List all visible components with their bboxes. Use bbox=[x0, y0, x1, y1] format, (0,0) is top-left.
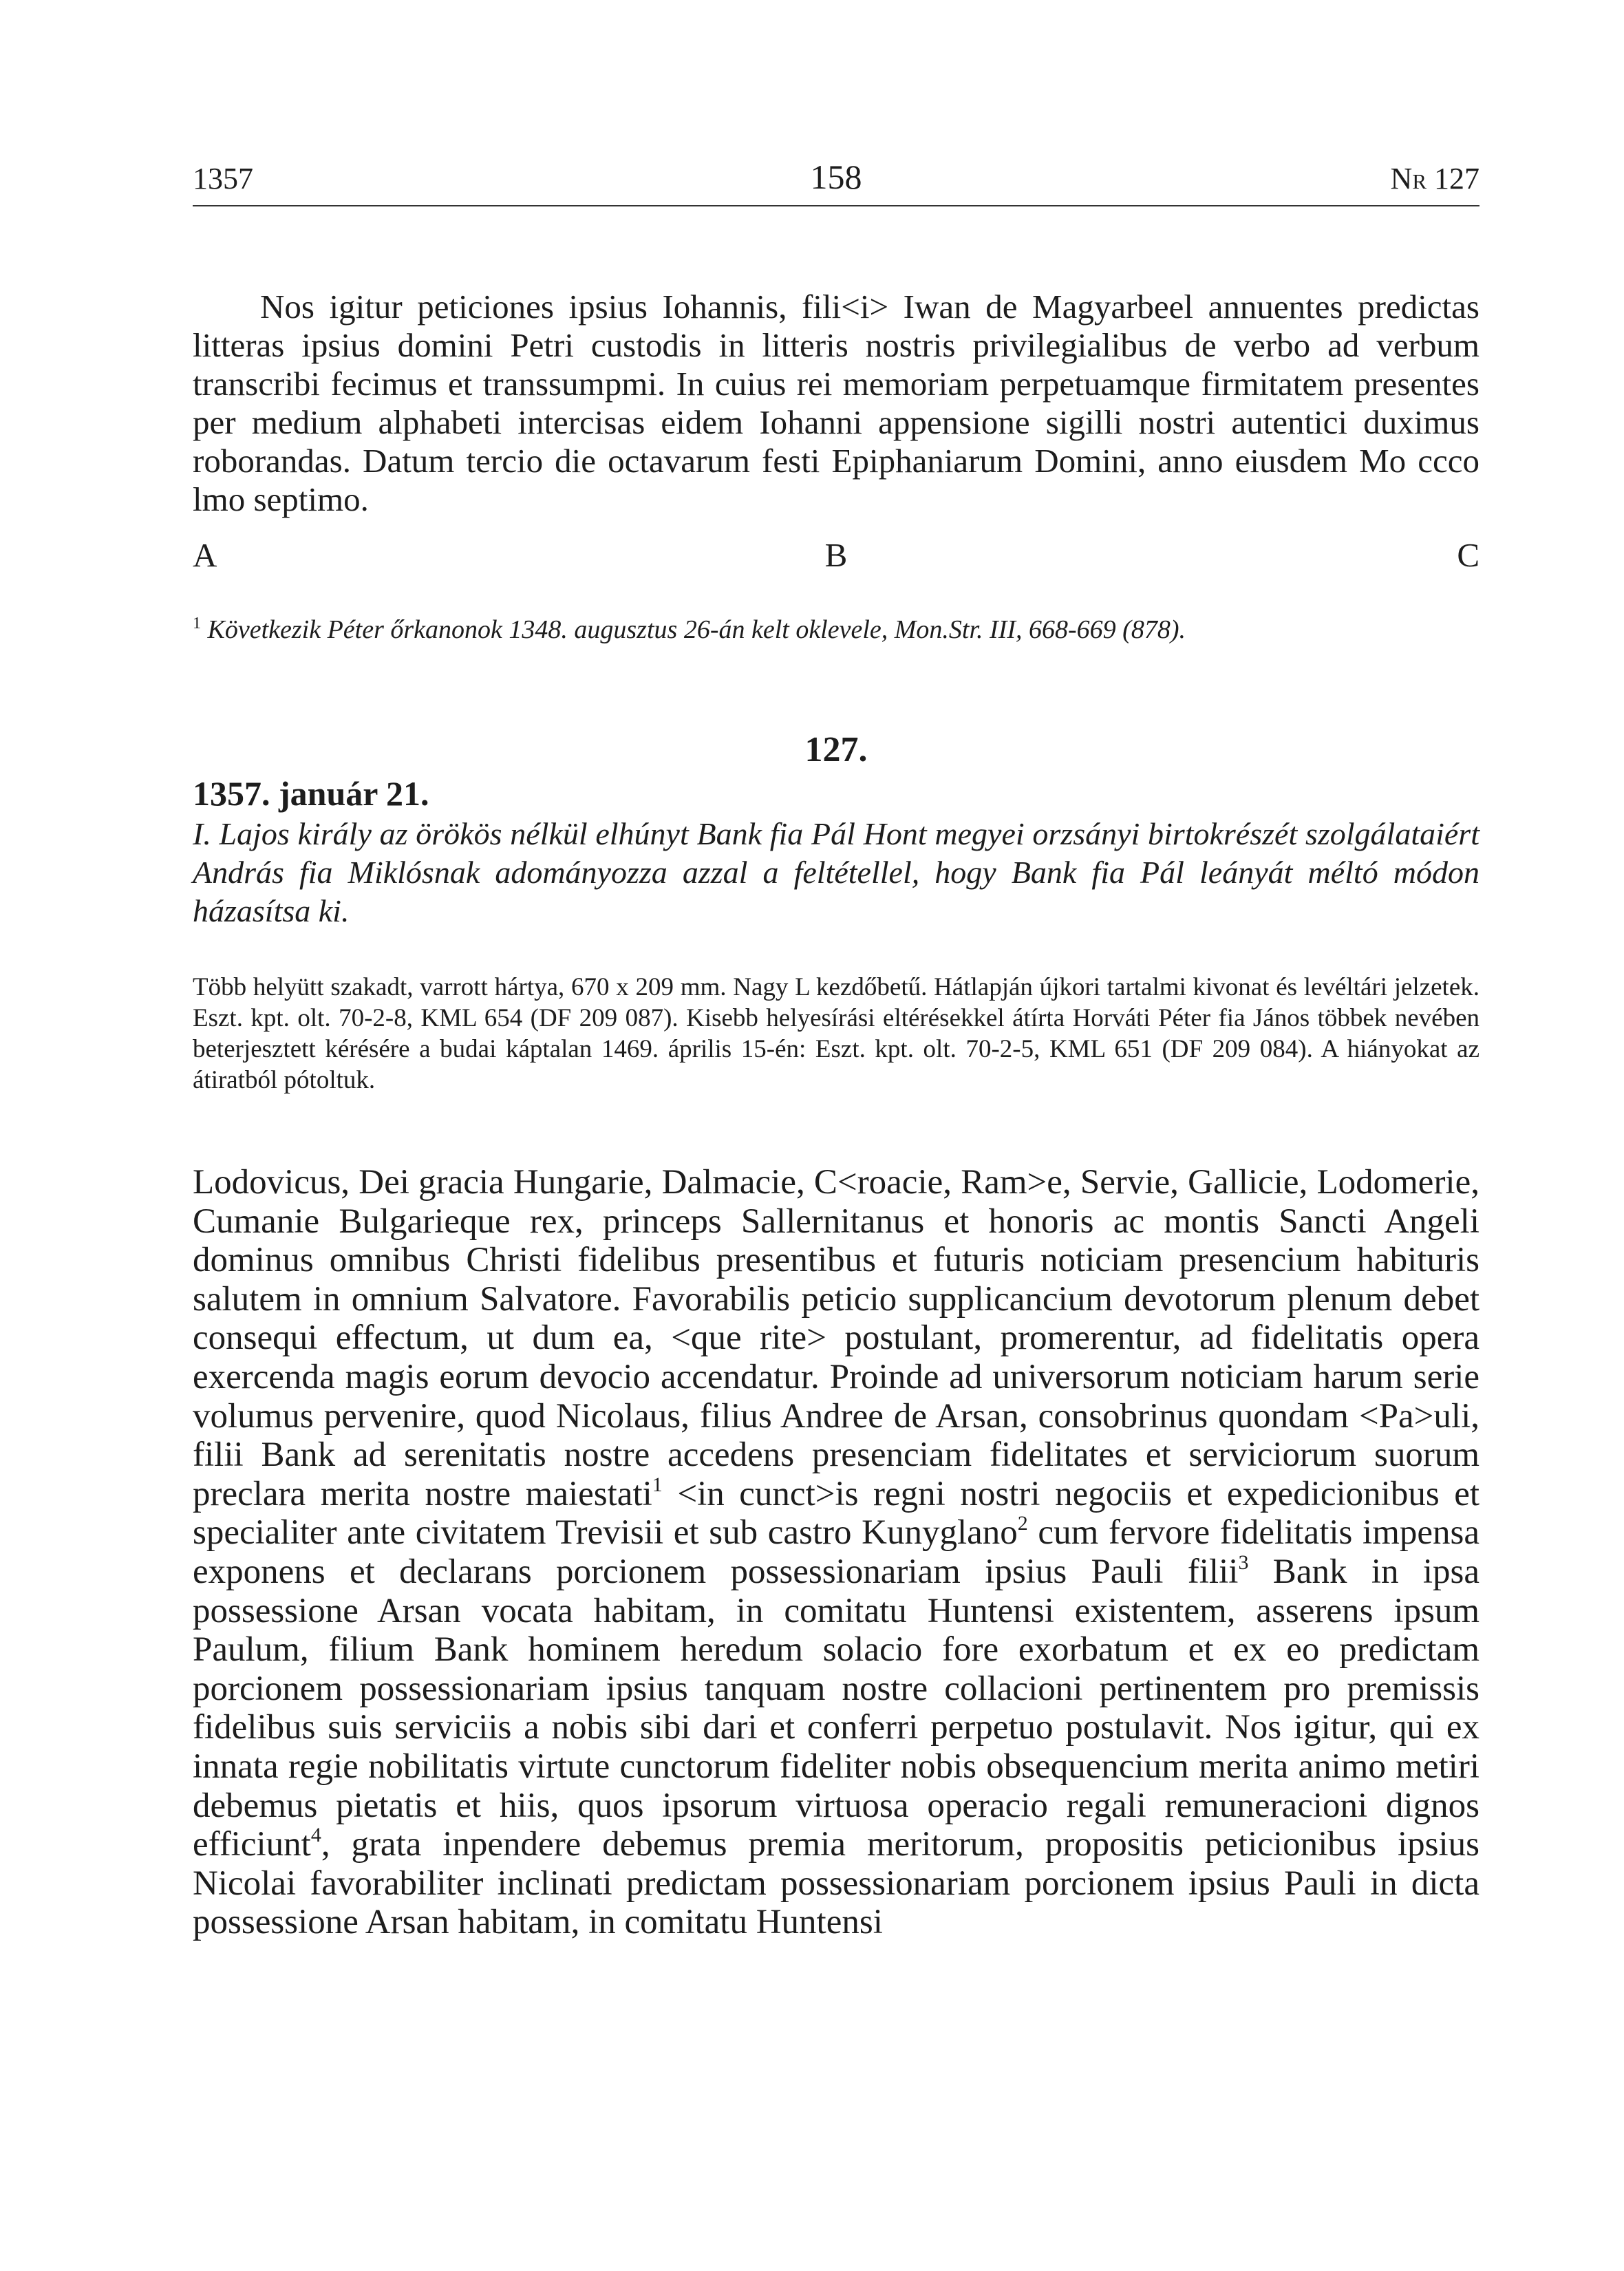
charter-text-part: , grata inpendere debemus premia meritorum, propositis peticionibus ipsius Nicolai favorabiliter inclinati predictam possessionariam porcionem ipsius Pauli in dicta possessione Arsan habitam, in comitatu Huntensi bbox=[193, 1825, 1479, 1942]
charter-text bbox=[193, 1163, 1479, 1942]
running-head bbox=[193, 157, 1479, 205]
footnote bbox=[193, 607, 1479, 646]
footnote-marker: 1 bbox=[193, 615, 201, 632]
charter-text-part: Lodovicus, Dei gracia Hungarie, Dalmacie, C<roacie, Ram>e, Servie, Gallicie, Lodomerie, Cumanie Bulgarieque rex, princeps Sallernitanus et honoris ac montis Sancti Angeli dominus omnibus Christi fidelibus presentibus et futuris noticiam presencium habituris salutem in omnium Salvatore. Favorabilis peticio supplicancium devotorum plenum debet consequi effectum, ut dum ea, <que rite> postulant, promerentur, ad fidelitatis opera exercenda magis eorum devocio accendatur. Proinde ad universorum noticiam harum serie volumus pervenire, quod Nicolaus, filius Andree de Arsan, consobrinus quondam <Pa>uli, filii Bank ad serenitatis nostre accedens presenciam fidelitates et serviciorum suorum preclara merita nostre maiestati bbox=[193, 1163, 1479, 1513]
header-rule bbox=[193, 205, 1479, 206]
footnote-ref: 4 bbox=[310, 1824, 321, 1847]
footnote-ref: 2 bbox=[1017, 1512, 1028, 1535]
charter-text-part: cum fervore fidelitatis impensa exponens et declarans porcionem possessionariam ipsius Pauli filii bbox=[193, 1513, 1479, 1591]
archival-description: Több helyütt szakadt, varrott hártya, 670 x 209 mm. Nagy L kezdőbetű. Hátlapján újkori tartalmi kivonat és levéltári jelzetek. Eszt. kpt. olt. 70-2-8, KML 654 (DF 209 087). Kisebb helyesírási eltérésekkel átírta Horváti Péter fia János többek nevében beterjesztett kérésére a budai káptalan 1469. április 15-én: Eszt. kpt. olt. 70-2-5, KML 651 (DF 209 084). A hiányokat az átiratból pótoltuk. bbox=[193, 973, 1479, 1094]
chirograph-letter-c: C bbox=[1457, 536, 1479, 574]
document-date: 1357. január 21. bbox=[193, 774, 429, 813]
chirograph-letters bbox=[193, 535, 1479, 577]
continuation-paragraph: Nos igitur peticiones ipsius Iohannis, fili<i> Iwan de Magyarbeel annuentes predictas litteras ipsius domini Petri custodis in litteris nostris privilegialibus de verbo ad verbum transcribi fecimus et transsumpmi. In cuius rei memoriam perpetuamque firmitatem presentes per medium alphabeti intercisas eidem Iohanni appensione sigilli nostri autentici duximus roborandas. Datum tercio die octavarum festi Epiphaniarum Domini, anno eiusdem Mo ccco lmo septimo. bbox=[193, 288, 1479, 518]
running-head-year: 1357 bbox=[193, 162, 253, 195]
footnote-ref: 1 bbox=[652, 1473, 663, 1496]
chirograph-letter-a: A bbox=[193, 536, 217, 574]
document-number: 127. bbox=[804, 730, 868, 769]
charter-text-part: Bank in ipsa possessione Arsan vocata habitam, in comitatu Huntensi existentem, asserens ipsum Paulum, filium Bank hominem heredum solacio fore exorbatum et ex eo predictam porcionem possessionariam ipsius tanquam nostre collacioni pertinentem pro premissis fidelibus suis serviciis a nobis sibi dari et conferri perpetuo postulavit. Nos igitur, qui ex innata regie nobilitatis virtute cunctorum fideliter nobis obsequencium merita animo metiri debemus pietatis et hiis, quos ipsorum virtuosa operacio regali remuneracioni dignos efficiunt bbox=[193, 1552, 1480, 1864]
chirograph-letter-b: B bbox=[824, 536, 848, 574]
charter-text-part: <in cunct>is regni nostri negociis et expedicionibus et specialiter ante civitatem Trevisii et sub castro Kunyglano bbox=[193, 1474, 1480, 1553]
footnote-text: Következik Péter őrkanonok 1348. augusztus 26-án kelt oklevele, Mon.Str. III, 668-669 (878). bbox=[207, 615, 1186, 644]
footnote-ref: 3 bbox=[1238, 1550, 1249, 1574]
regest: I. Lajos király az örökös nélkül elhúnyt Bank fia Pál Hont megyei orzsányi birtokrészét szolgálataiért András fia Miklósnak adományozza azzal a feltétellel, hogy Bank fia Pál leányát méltó módon házasítsa ki. bbox=[193, 816, 1479, 928]
document-reference: Nr 127 bbox=[1390, 162, 1479, 195]
page-number: 158 bbox=[810, 158, 862, 196]
